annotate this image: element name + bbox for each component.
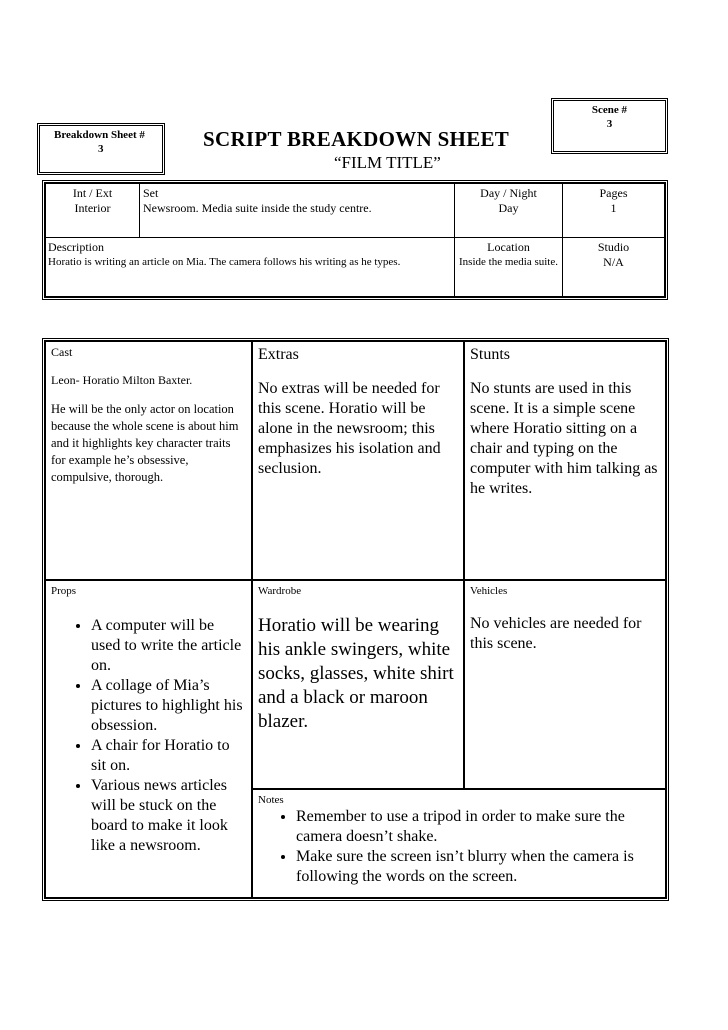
props-cell — [45, 580, 252, 898]
props-item: • A chair for Horatio to sit on. — [91, 736, 246, 776]
stunts-text: No stunts are used in this scene. It is a simple scene where Horatio sitting on a chair and typing on the computer with him talking as he writes. — [470, 380, 658, 497]
studio-value: N/A — [603, 255, 624, 269]
pages-cell — [563, 184, 665, 238]
film-title: “FILM TITLE” — [334, 153, 441, 172]
wardrobe-text: Horatio will be wearing his ankle swingers, white socks, glasses, white shirt and a black or maroon blazer. — [258, 615, 454, 732]
set-cell — [140, 184, 455, 238]
breakdown-sheet-label: Breakdown Sheet # — [54, 129, 145, 141]
set-value: Newsroom. Media suite inside the study centre. — [143, 201, 372, 215]
scene-info-box — [42, 180, 668, 300]
stunts-label: Stunts — [470, 346, 511, 363]
props-list — [51, 616, 246, 856]
extras-label: Extras — [258, 346, 299, 363]
page-title: SCRIPT BREAKDOWN SHEET — [203, 127, 510, 151]
scene-number-box — [551, 98, 668, 154]
studio-label: Studio — [597, 240, 630, 254]
props-item: • Various news articles will be stuck on the board to make it look like a newsroom. — [91, 776, 246, 856]
scene-number-label: Scene # — [591, 104, 628, 116]
vehicles-cell — [464, 580, 666, 789]
int-ext-value: Interior — [74, 201, 111, 215]
pages-value: 1 — [610, 201, 617, 215]
pages-label: Pages — [599, 186, 628, 200]
breakdown-grid — [42, 338, 669, 901]
int-ext-label: Int / Ext — [72, 186, 113, 200]
cast-cell — [45, 341, 252, 580]
extras-cell — [252, 341, 464, 580]
day-night-cell — [455, 184, 563, 238]
stunts-cell — [464, 341, 666, 580]
breakdown-sheet-value: 3 — [98, 143, 104, 155]
notes-cell — [252, 789, 666, 898]
int-ext-cell — [46, 184, 140, 238]
scene-number-value: 3 — [606, 118, 613, 130]
location-label: Location — [487, 240, 530, 254]
wardrobe-cell — [252, 580, 464, 789]
description-cell — [46, 238, 455, 297]
studio-cell — [563, 238, 665, 297]
description-label: Description — [48, 240, 104, 254]
extras-text: No extras will be needed for this scene. Horatio will be alone in the newsroom; this emphasizes his isolation and seclusion. — [258, 380, 441, 477]
notes-list — [258, 807, 660, 887]
notes-item: • Remember to use a tripod in order to make sure the camera doesn’t shake. — [296, 807, 660, 847]
description-value: Horatio is writing an article on Mia. The camera follows his writing as he types. — [48, 256, 401, 268]
vehicles-label: Vehicles — [470, 585, 508, 597]
props-item: • A computer will be used to write the article on. — [91, 616, 246, 676]
cast-name: Leon- Horatio Milton Baxter. — [51, 373, 193, 387]
day-night-label: Day / Night — [480, 186, 537, 200]
notes-label: Notes — [258, 794, 284, 806]
location-value: Inside the media suite. — [459, 256, 558, 268]
set-label: Set — [143, 186, 159, 200]
day-night-value: Day — [498, 201, 519, 215]
cast-label: Cast — [51, 345, 73, 359]
notes-item: • Make sure the screen isn’t blurry when the camera is following the words on the screen. — [296, 847, 660, 887]
vehicles-text: No vehicles are needed for this scene. — [470, 615, 642, 652]
wardrobe-label: Wardrobe — [258, 585, 302, 597]
cast-text: He will be the only actor on location because the whole scene is about him and it highlights key character traits for example he’s obsessive, compulsive, thorough. — [51, 402, 239, 484]
location-cell — [455, 238, 563, 297]
props-item: • A collage of Mia’s pictures to highlight his obsession. — [91, 676, 246, 736]
breakdown-sheet-box — [37, 123, 165, 175]
props-label: Props — [51, 585, 77, 597]
